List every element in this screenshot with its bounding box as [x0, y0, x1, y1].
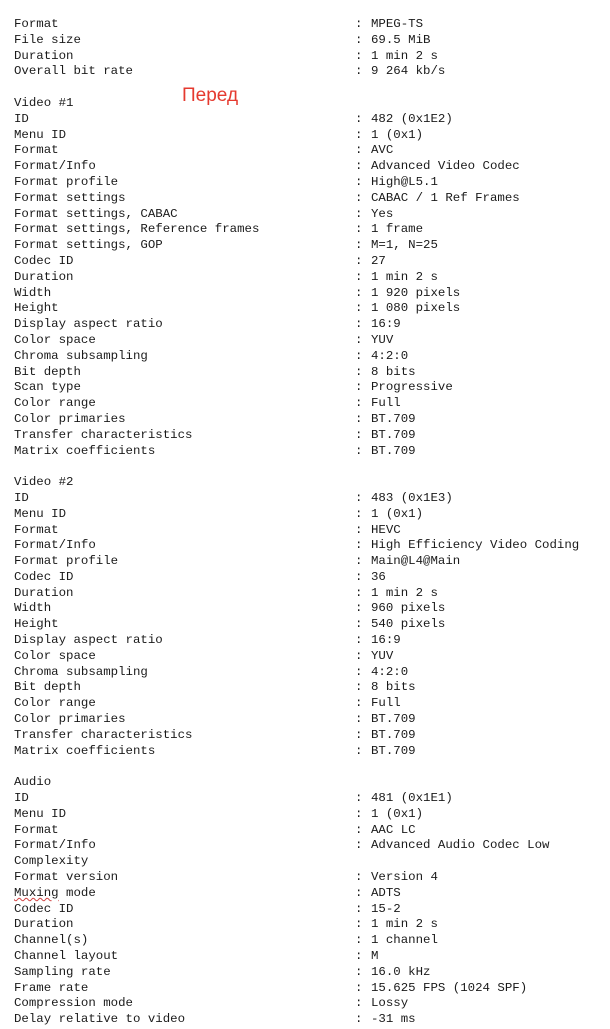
section-heading: Video #2 — [14, 475, 74, 490]
info-separator: : — [355, 885, 363, 900]
info-row — [14, 222, 610, 238]
info-key: Matrix coefficients — [14, 443, 156, 458]
info-separator: : — [355, 348, 363, 363]
info-row — [14, 1012, 610, 1028]
info-row — [14, 64, 610, 80]
info-key-rest: mode — [58, 885, 96, 900]
info-row — [14, 665, 610, 681]
info-key: Format/Info — [14, 538, 96, 553]
info-separator: : — [355, 585, 363, 600]
info-key: Bit depth — [14, 364, 81, 379]
info-key: Color range — [14, 396, 96, 411]
info-row — [14, 301, 610, 317]
info-value: BT.709 — [371, 427, 416, 442]
info-separator: : — [355, 996, 363, 1011]
info-separator: : — [355, 712, 363, 727]
info-value: 8 bits — [371, 680, 416, 695]
info-separator: : — [355, 980, 363, 995]
info-row — [14, 349, 610, 365]
info-value: 481 (0x1E1) — [371, 791, 453, 806]
info-value: 960 pixels — [371, 601, 446, 616]
spellcheck-underlined-word: Muxing — [14, 885, 59, 900]
info-separator: : — [355, 332, 363, 347]
info-row — [14, 570, 610, 586]
info-row — [14, 128, 610, 144]
info-key: Format settings, CABAC — [14, 206, 178, 221]
info-row — [14, 649, 610, 665]
info-separator: : — [355, 443, 363, 458]
info-separator: : — [355, 901, 363, 916]
info-value: 15.625 FPS (1024 SPF) — [371, 980, 528, 995]
info-value: Full — [371, 396, 401, 411]
info-key: Channel(s) — [14, 933, 89, 948]
info-value: Version 4 — [371, 870, 438, 885]
info-value: 16.0 kHz — [371, 964, 431, 979]
info-key: Transfer characteristics — [14, 427, 193, 442]
info-key: Menu ID — [14, 506, 67, 521]
info-value: 1 frame — [371, 222, 424, 237]
info-row — [14, 981, 610, 997]
info-key: Duration — [14, 48, 74, 63]
info-value: 482 (0x1E2) — [371, 111, 453, 126]
section-spacer — [14, 459, 610, 475]
info-row — [14, 396, 610, 412]
info-row — [14, 254, 610, 270]
info-value: 27 — [371, 253, 386, 268]
section-heading: Video #1 — [14, 95, 74, 110]
info-key: ID — [14, 490, 29, 505]
info-separator: : — [355, 617, 363, 632]
info-value: 8 bits — [371, 364, 416, 379]
info-key: Height — [14, 301, 59, 316]
info-separator: : — [355, 285, 363, 300]
info-separator: : — [355, 174, 363, 189]
info-value: YUV — [371, 332, 394, 347]
info-separator: : — [355, 1012, 363, 1027]
info-value: 1 min 2 s — [371, 269, 438, 284]
info-row — [14, 428, 610, 444]
info-separator: : — [355, 791, 363, 806]
info-value: 1 channel — [371, 933, 438, 948]
info-row — [14, 791, 610, 807]
info-key: Frame rate — [14, 980, 89, 995]
section-video2 — [14, 459, 610, 759]
info-key: Compression mode — [14, 996, 133, 1011]
mediainfo-report — [14, 17, 610, 1028]
info-value: 4:2:0 — [371, 664, 409, 679]
info-row — [14, 617, 610, 633]
info-value: Advanced Audio Codec Low — [371, 838, 550, 853]
info-key: Overall bit rate — [14, 64, 133, 79]
info-separator: : — [355, 949, 363, 964]
info-row — [14, 365, 610, 381]
info-key: Complexity — [14, 854, 89, 869]
info-separator: : — [355, 506, 363, 521]
info-key: Color primaries — [14, 712, 126, 727]
info-separator: : — [355, 601, 363, 616]
info-value: MPEG-TS — [371, 17, 424, 31]
info-key: Width — [14, 285, 52, 300]
info-separator: : — [355, 238, 363, 253]
info-key: Format — [14, 17, 59, 31]
info-separator: : — [355, 411, 363, 426]
info-key: Codec ID — [14, 901, 74, 916]
info-value: Progressive — [371, 380, 453, 395]
info-value: AVC — [371, 143, 394, 158]
info-key: Format — [14, 822, 59, 837]
info-separator: : — [355, 522, 363, 537]
info-separator: : — [355, 364, 363, 379]
info-separator: : — [355, 190, 363, 205]
info-key: Color range — [14, 696, 96, 711]
info-separator: : — [355, 64, 363, 79]
info-value: BT.709 — [371, 411, 416, 426]
info-value: Lossy — [371, 996, 409, 1011]
info-separator: : — [355, 17, 363, 31]
info-row — [14, 143, 610, 159]
info-key: Channel layout — [14, 949, 119, 964]
info-value: 1 min 2 s — [371, 48, 438, 63]
info-value: AAC LC — [371, 822, 416, 837]
info-key: Matrix coefficients — [14, 743, 156, 758]
info-value: Yes — [371, 206, 394, 221]
info-row — [14, 996, 610, 1012]
info-separator: : — [355, 48, 363, 63]
info-value: CABAC / 1 Ref Frames — [371, 190, 520, 205]
annotation-label: Перед — [182, 85, 239, 106]
info-row — [14, 317, 610, 333]
info-row — [14, 680, 610, 696]
info-value: BT.709 — [371, 743, 416, 758]
info-separator: : — [355, 964, 363, 979]
info-row — [14, 917, 610, 933]
info-row — [14, 491, 610, 507]
info-key: Color space — [14, 648, 96, 663]
info-separator: : — [355, 870, 363, 885]
info-value: 69.5 MiB — [371, 32, 431, 47]
info-value: High Efficiency Video Coding — [371, 538, 580, 553]
info-key: Menu ID — [14, 806, 67, 821]
info-value: 1 (0x1) — [371, 506, 424, 521]
info-key: Format version — [14, 870, 119, 885]
info-key: Format — [14, 143, 59, 158]
info-value: 1 920 pixels — [371, 285, 461, 300]
info-key: Chroma subsampling — [14, 664, 148, 679]
info-row — [14, 823, 610, 839]
info-separator: : — [355, 159, 363, 174]
info-row — [14, 270, 610, 286]
info-separator: : — [355, 380, 363, 395]
info-row — [14, 965, 610, 981]
info-row — [14, 838, 610, 854]
info-row — [14, 191, 610, 207]
section-heading-row — [14, 96, 610, 112]
info-row — [14, 854, 610, 870]
info-separator: : — [355, 917, 363, 932]
info-key: Format settings, Reference frames — [14, 222, 260, 237]
info-value: 16:9 — [371, 317, 401, 332]
info-separator: : — [355, 822, 363, 837]
info-key: Format — [14, 522, 59, 537]
info-separator: : — [355, 743, 363, 758]
info-separator: : — [355, 127, 363, 142]
info-value: 1 (0x1) — [371, 806, 424, 821]
info-key: Color space — [14, 332, 96, 347]
info-separator: : — [355, 32, 363, 47]
info-value: M — [371, 949, 379, 964]
info-row — [14, 586, 610, 602]
info-separator: : — [355, 301, 363, 316]
info-row — [14, 554, 610, 570]
info-row — [14, 412, 610, 428]
info-separator: : — [355, 664, 363, 679]
info-key: Format/Info — [14, 159, 96, 174]
info-value: 4:2:0 — [371, 348, 409, 363]
info-row — [14, 49, 610, 65]
info-value: Main@L4@Main — [371, 554, 461, 569]
section-spacer — [14, 80, 610, 96]
info-separator: : — [355, 490, 363, 505]
section-spacer — [14, 759, 610, 775]
section-heading: Audio — [14, 775, 52, 790]
info-value: ADTS — [371, 885, 401, 900]
info-key: Width — [14, 601, 52, 616]
info-value: 1 min 2 s — [371, 585, 438, 600]
info-row — [14, 112, 610, 128]
info-key: Duration — [14, 269, 74, 284]
info-row — [14, 507, 610, 523]
info-separator: : — [355, 317, 363, 332]
info-key: Chroma subsampling — [14, 348, 148, 363]
info-key: Format settings — [14, 190, 126, 205]
info-row — [14, 523, 610, 539]
info-value: BT.709 — [371, 727, 416, 742]
info-key: Scan type — [14, 380, 81, 395]
info-row — [14, 712, 610, 728]
info-value: BT.709 — [371, 443, 416, 458]
info-value: BT.709 — [371, 712, 416, 727]
info-separator: : — [355, 633, 363, 648]
info-value: 9 264 kb/s — [371, 64, 446, 79]
info-key: ID — [14, 111, 29, 126]
info-value: 15-2 — [371, 901, 401, 916]
info-separator: : — [355, 648, 363, 663]
info-row — [14, 444, 610, 460]
info-row — [14, 207, 610, 223]
info-separator: : — [355, 396, 363, 411]
section-general — [14, 17, 610, 80]
info-value: 36 — [371, 569, 386, 584]
info-row — [14, 286, 610, 302]
info-key: Format/Info — [14, 838, 96, 853]
section-heading-row — [14, 775, 610, 791]
info-key: File size — [14, 32, 81, 47]
info-key: Transfer characteristics — [14, 727, 193, 742]
info-row — [14, 33, 610, 49]
info-value: 1 080 pixels — [371, 301, 461, 316]
info-separator: : — [355, 806, 363, 821]
info-row — [14, 933, 610, 949]
info-separator: : — [355, 554, 363, 569]
info-key — [14, 886, 96, 902]
section-heading-row — [14, 475, 610, 491]
info-separator: : — [355, 253, 363, 268]
info-row — [14, 949, 610, 965]
info-value: 1 (0x1) — [371, 127, 424, 142]
info-separator: : — [355, 143, 363, 158]
info-separator: : — [355, 933, 363, 948]
info-value: HEVC — [371, 522, 401, 537]
info-row — [14, 728, 610, 744]
info-separator: : — [355, 538, 363, 553]
info-separator: : — [355, 269, 363, 284]
info-separator: : — [355, 838, 363, 853]
info-value: 540 pixels — [371, 617, 446, 632]
info-key: Height — [14, 617, 59, 632]
info-separator: : — [355, 427, 363, 442]
info-key: Format profile — [14, 554, 119, 569]
info-row — [14, 807, 610, 823]
info-row — [14, 601, 610, 617]
info-row — [14, 17, 610, 33]
info-separator: : — [355, 727, 363, 742]
info-separator: : — [355, 680, 363, 695]
info-row — [14, 744, 610, 760]
info-value: Full — [371, 696, 401, 711]
info-row — [14, 538, 610, 554]
info-value: Advanced Video Codec — [371, 159, 520, 174]
info-key: Bit depth — [14, 680, 81, 695]
info-row — [14, 633, 610, 649]
info-row — [14, 380, 610, 396]
info-key: Duration — [14, 917, 74, 932]
info-key: Sampling rate — [14, 964, 111, 979]
info-key: Delay relative to video — [14, 1012, 186, 1027]
info-key: Menu ID — [14, 127, 67, 142]
info-value: M=1, N=25 — [371, 238, 438, 253]
info-row — [14, 696, 610, 712]
info-row — [14, 870, 610, 886]
info-value: YUV — [371, 648, 394, 663]
info-value: 16:9 — [371, 633, 401, 648]
info-separator: : — [355, 111, 363, 126]
info-separator: : — [355, 696, 363, 711]
info-separator: : — [355, 222, 363, 237]
info-key: Format profile — [14, 174, 119, 189]
info-key: ID — [14, 791, 29, 806]
info-row — [14, 159, 610, 175]
info-row — [14, 238, 610, 254]
info-key: Duration — [14, 585, 74, 600]
section-audio — [14, 759, 610, 1028]
info-key: Display aspect ratio — [14, 317, 163, 332]
info-key: Format settings, GOP — [14, 238, 163, 253]
info-value: 1 min 2 s — [371, 917, 438, 932]
info-value: 483 (0x1E3) — [371, 490, 453, 505]
info-separator: : — [355, 569, 363, 584]
info-key: Codec ID — [14, 253, 74, 268]
info-separator: : — [355, 206, 363, 221]
info-key: Color primaries — [14, 411, 126, 426]
info-value: -31 ms — [371, 1012, 416, 1027]
info-row — [14, 175, 610, 191]
info-row — [14, 902, 610, 918]
info-row — [14, 333, 610, 349]
info-value: High@L5.1 — [371, 174, 438, 189]
section-video1 — [14, 80, 610, 459]
info-row — [14, 886, 610, 902]
info-key: Display aspect ratio — [14, 633, 163, 648]
info-key: Codec ID — [14, 569, 74, 584]
